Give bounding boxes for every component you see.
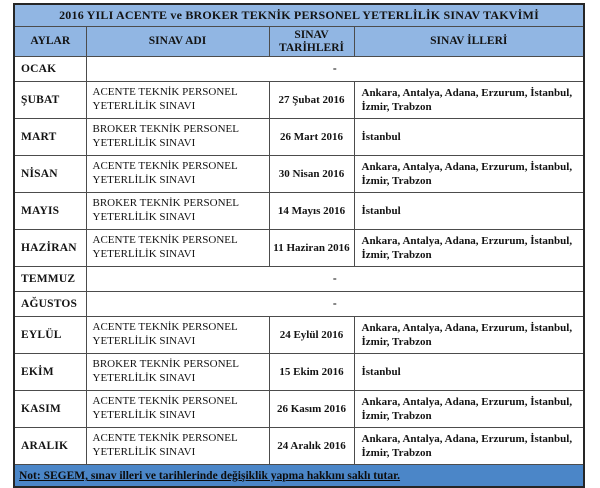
table-row [14, 193, 584, 230]
exam-schedule-table [13, 3, 585, 488]
column-header-row [14, 27, 584, 57]
empty-cell: - [86, 267, 584, 292]
table-row [14, 156, 584, 193]
exam-cities-cell: İstanbul [354, 119, 584, 156]
exam-date-cell: 24 Eylül 2016 [269, 317, 354, 354]
month-cell: MART [14, 119, 86, 156]
month-cell: ŞUBAT [14, 82, 86, 119]
exam-name-cell: ACENTE TEKNİK PERSONEL YETERLİLİK SINAVI [86, 230, 269, 267]
month-cell: EKİM [14, 354, 86, 391]
table-row [14, 354, 584, 391]
table-row [14, 82, 584, 119]
note-cell [14, 465, 584, 488]
exam-date-cell: 24 Aralık 2016 [269, 428, 354, 465]
exam-date-cell: 14 Mayıs 2016 [269, 193, 354, 230]
exam-date-cell: 26 Mart 2016 [269, 119, 354, 156]
exam-cities-cell: Ankara, Antalya, Adana, Erzurum, İstanbul, İzmir, Trabzon [354, 156, 584, 193]
table-row [14, 428, 584, 465]
exam-date-cell: 15 Ekim 2016 [269, 354, 354, 391]
table-title: 2016 YILI ACENTE ve BROKER TEKNİK PERSONEL YETERLİLİK SINAV TAKVİMİ [14, 4, 584, 27]
exam-name-cell: ACENTE TEKNİK PERSONEL YETERLİLİK SINAVI [86, 428, 269, 465]
column-header-1: SINAV ADI [86, 27, 269, 57]
exam-date-cell: 27 Şubat 2016 [269, 82, 354, 119]
exam-name-cell: ACENTE TEKNİK PERSONEL YETERLİLİK SINAVI [86, 317, 269, 354]
exam-cities-cell: İstanbul [354, 193, 584, 230]
schedule-rows [14, 57, 584, 465]
table-title-row [14, 4, 584, 27]
note-text: Not: SEGEM, sınav illeri ve tarihlerinde değişiklik yapma hakkını saklı tutar. [19, 470, 401, 482]
exam-cities-cell: İstanbul [354, 354, 584, 391]
table-row [14, 391, 584, 428]
month-cell: KASIM [14, 391, 86, 428]
column-header-0: AYLAR [14, 27, 86, 57]
column-header-2: SINAV TARİHLERİ [269, 27, 354, 57]
exam-name-cell: BROKER TEKNİK PERSONEL YETERLİLİK SINAVI [86, 119, 269, 156]
exam-name-cell: ACENTE TEKNİK PERSONEL YETERLİLİK SINAVI [86, 82, 269, 119]
month-cell: NİSAN [14, 156, 86, 193]
table-row [14, 317, 584, 354]
month-cell: HAZİRAN [14, 230, 86, 267]
note-row [14, 465, 584, 488]
exam-name-cell: ACENTE TEKNİK PERSONEL YETERLİLİK SINAVI [86, 156, 269, 193]
table-row [14, 267, 584, 292]
exam-name-cell: BROKER TEKNİK PERSONEL YETERLİLİK SINAVI [86, 354, 269, 391]
exam-date-cell: 11 Haziran 2016 [269, 230, 354, 267]
month-cell: TEMMUZ [14, 267, 86, 292]
exam-cities-cell: Ankara, Antalya, Adana, Erzurum, İstanbul, İzmir, Trabzon [354, 391, 584, 428]
column-header-3: SINAV İLLERİ [354, 27, 584, 57]
empty-cell: - [86, 292, 584, 317]
table-row [14, 292, 584, 317]
table-row [14, 57, 584, 82]
month-cell: EYLÜL [14, 317, 86, 354]
exam-name-cell: ACENTE TEKNİK PERSONEL YETERLİLİK SINAVI [86, 391, 269, 428]
exam-cities-cell: Ankara, Antalya, Adana, Erzurum, İstanbul, İzmir, Trabzon [354, 317, 584, 354]
exam-cities-cell: Ankara, Antalya, Adana, Erzurum, İstanbul, İzmir, Trabzon [354, 428, 584, 465]
exam-name-cell: BROKER TEKNİK PERSONEL YETERLİLİK SINAVI [86, 193, 269, 230]
exam-date-cell: 30 Nisan 2016 [269, 156, 354, 193]
exam-cities-cell: Ankara, Antalya, Adana, Erzurum, İstanbul, İzmir, Trabzon [354, 230, 584, 267]
month-cell: AĞUSTOS [14, 292, 86, 317]
month-cell: MAYIS [14, 193, 86, 230]
table-row [14, 230, 584, 267]
table-row [14, 119, 584, 156]
exam-date-cell: 26 Kasım 2016 [269, 391, 354, 428]
month-cell: ARALIK [14, 428, 86, 465]
empty-cell: - [86, 57, 584, 82]
month-cell: OCAK [14, 57, 86, 82]
exam-cities-cell: Ankara, Antalya, Adana, Erzurum, İstanbul, İzmir, Trabzon [354, 82, 584, 119]
